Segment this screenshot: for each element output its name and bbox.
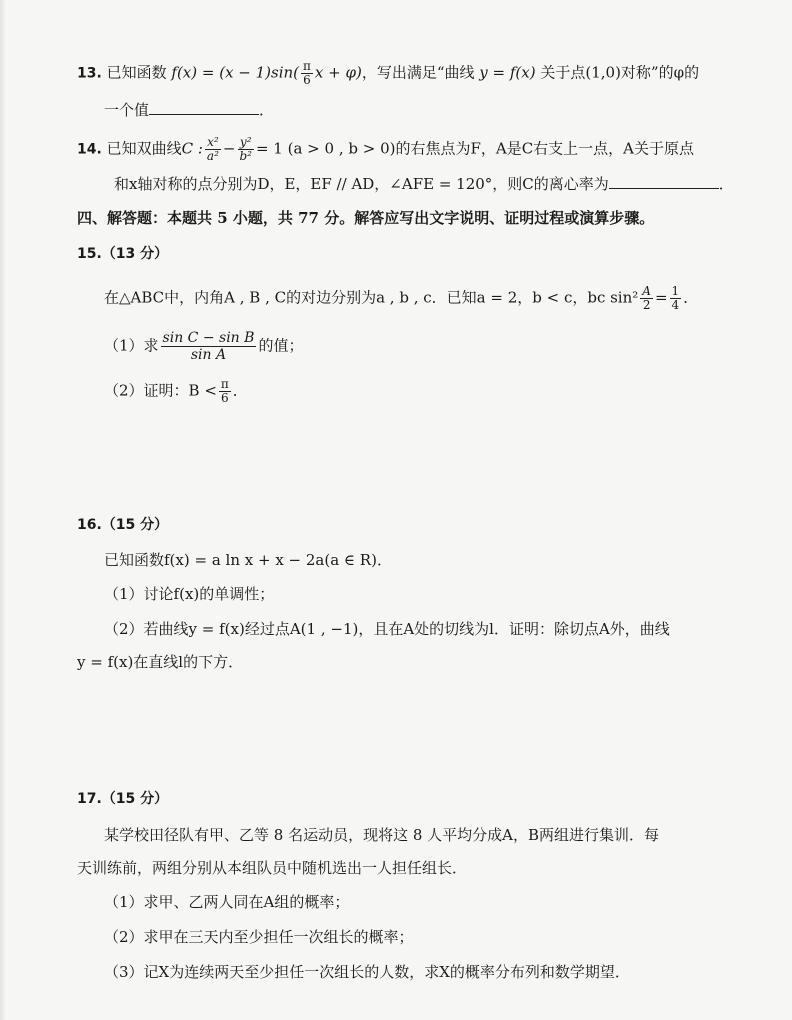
- q15-stem-text: 在△ABC中，内角A , B , C的对边分别为a , b , c．已知a = 2，b < c，bc sin²: [104, 288, 639, 307]
- q13-curve: y = f(x): [479, 63, 536, 82]
- q14-y-fraction: [237, 136, 254, 163]
- q14-x-fraction: [205, 136, 221, 163]
- q15-part1-den: sin A: [190, 347, 227, 363]
- q13-func-b: x + φ): [314, 63, 362, 82]
- q14-x2: x²: [207, 135, 219, 149]
- q16-header: 16.（15 分）: [77, 517, 169, 533]
- q15-q-den: 4: [671, 298, 680, 312]
- q15-half-num: A: [642, 284, 651, 298]
- q14-text2: 和x轴对称的点分别为D，E，EF // AD，∠AFE = 120°，则C的离心率为: [114, 175, 609, 193]
- q17-part2: （2）求甲在三天内至少担任一次组长的概率；: [104, 928, 414, 946]
- q17-part3: （3）记X为连续两天至少担任一次组长的人数，求X的概率分布列和数学期望．: [104, 963, 630, 981]
- q15-eq: =: [654, 288, 668, 307]
- q17-stem2: 天训练前，两组分别从本组队员中随机选出一人担任组长．: [77, 859, 468, 877]
- q16-part2b: y = f(x)在直线l的下方．: [77, 653, 244, 671]
- q14-lead: 已知双曲线: [106, 139, 182, 158]
- q17-stem1: 某学校田径队有甲、乙等 8 名运动员，现将这 8 人平均分成A，B两组进行集训．每: [104, 826, 660, 844]
- q13-lead: 已知函数: [106, 63, 167, 82]
- scan-edge: [0, 0, 6, 1020]
- q13-pi-fraction: [301, 60, 313, 87]
- q14-a2: a²: [206, 149, 219, 163]
- q15-header: 15.（13 分）: [77, 246, 169, 262]
- q15-q-num: 1: [671, 284, 680, 298]
- q15-part1-tail: 的值；: [258, 336, 304, 355]
- q15-part1-lead: （1）求: [104, 336, 159, 355]
- q14-line2: 和x轴对称的点分别为D，E，EF // AD，∠AFE = 120°，则C的离心率为 ．: [114, 175, 734, 193]
- q15-half-fraction: [640, 285, 653, 312]
- q15-part2-lead: （2）证明：B <: [104, 381, 217, 400]
- q14-answer-blank[interactable]: [609, 174, 719, 189]
- q15-part2-num: π: [220, 377, 229, 391]
- q15-part2-fraction: [219, 378, 231, 405]
- q14-c-label: C :: [181, 139, 203, 158]
- q15-half-den: 2: [642, 298, 651, 312]
- q13-func-a: f(x) = (x − 1)sin(: [171, 63, 300, 82]
- q14-number: 14.: [77, 141, 102, 158]
- q15-part2: （2）证明：B < $\frac{\pi}{6}$ ．: [104, 377, 248, 405]
- q15-stem: 在△ABC中，内角A , B , C的对边分别为a , b , c．已知a = 2，b < c，bc sin² $\frac{A}{2}$ = $\frac{1}{4}$ ．: [104, 284, 699, 312]
- q17-header: 17.（15 分）: [77, 791, 169, 807]
- q15-part1-fraction: [161, 330, 257, 363]
- q16-part1: （1）讨论f(x)的单调性；: [104, 585, 275, 603]
- q15-part1-num: sin C − sin B: [162, 330, 255, 346]
- q14-y2: y²: [239, 135, 252, 149]
- q13-answer-blank[interactable]: [149, 100, 259, 115]
- q13-tail: 关于点(1,0)对称”的φ的: [540, 63, 700, 82]
- section4-title: 四、解答题：本题共 5 小题，共 77 分。解答应写出文字说明、证明过程或演算步骤。: [77, 209, 655, 227]
- q17-part1: （1）求甲、乙两人同在A组的概率；: [104, 893, 350, 911]
- q16-part2: （2）若曲线y = f(x)经过点A(1 , −1)，且在A处的切线为l．证明：除切点A外，曲线: [104, 620, 670, 638]
- q15-part2-den: 6: [221, 391, 229, 405]
- q15-part1: [104, 330, 303, 363]
- q13-line2-text: 一个值: [104, 101, 150, 119]
- q15-quarter-fraction: [670, 285, 682, 312]
- q16-stem: 已知函数f(x) = a ln x + x − 2a(a ∈ R)．: [104, 551, 392, 569]
- q13-mid: ，写出满足“曲线: [361, 63, 475, 82]
- q13-line2: 一个值 ．: [104, 101, 275, 119]
- q13-pi-den: 6: [303, 73, 311, 87]
- q14-text1: 的右焦点为F，A是C右支上一点，A关于原点: [395, 139, 695, 158]
- q13-pi-num: π: [303, 59, 311, 73]
- q13-number: 13.: [77, 65, 102, 82]
- q14-line1: 14. 已知双曲线C : $\frac{\text{x²}}{\text{a²}}$ − $\frac{\text{y²}}{\text{b²}}$ = 1 (a > 0 , b > 0)的右焦点为F，A是C右支上一点，A关于原点: [77, 135, 695, 163]
- q13-line1: [77, 60, 699, 87]
- q14-eq-rest: = 1 (a > 0 , b > 0): [255, 139, 396, 158]
- q14-b2: b²: [239, 149, 252, 163]
